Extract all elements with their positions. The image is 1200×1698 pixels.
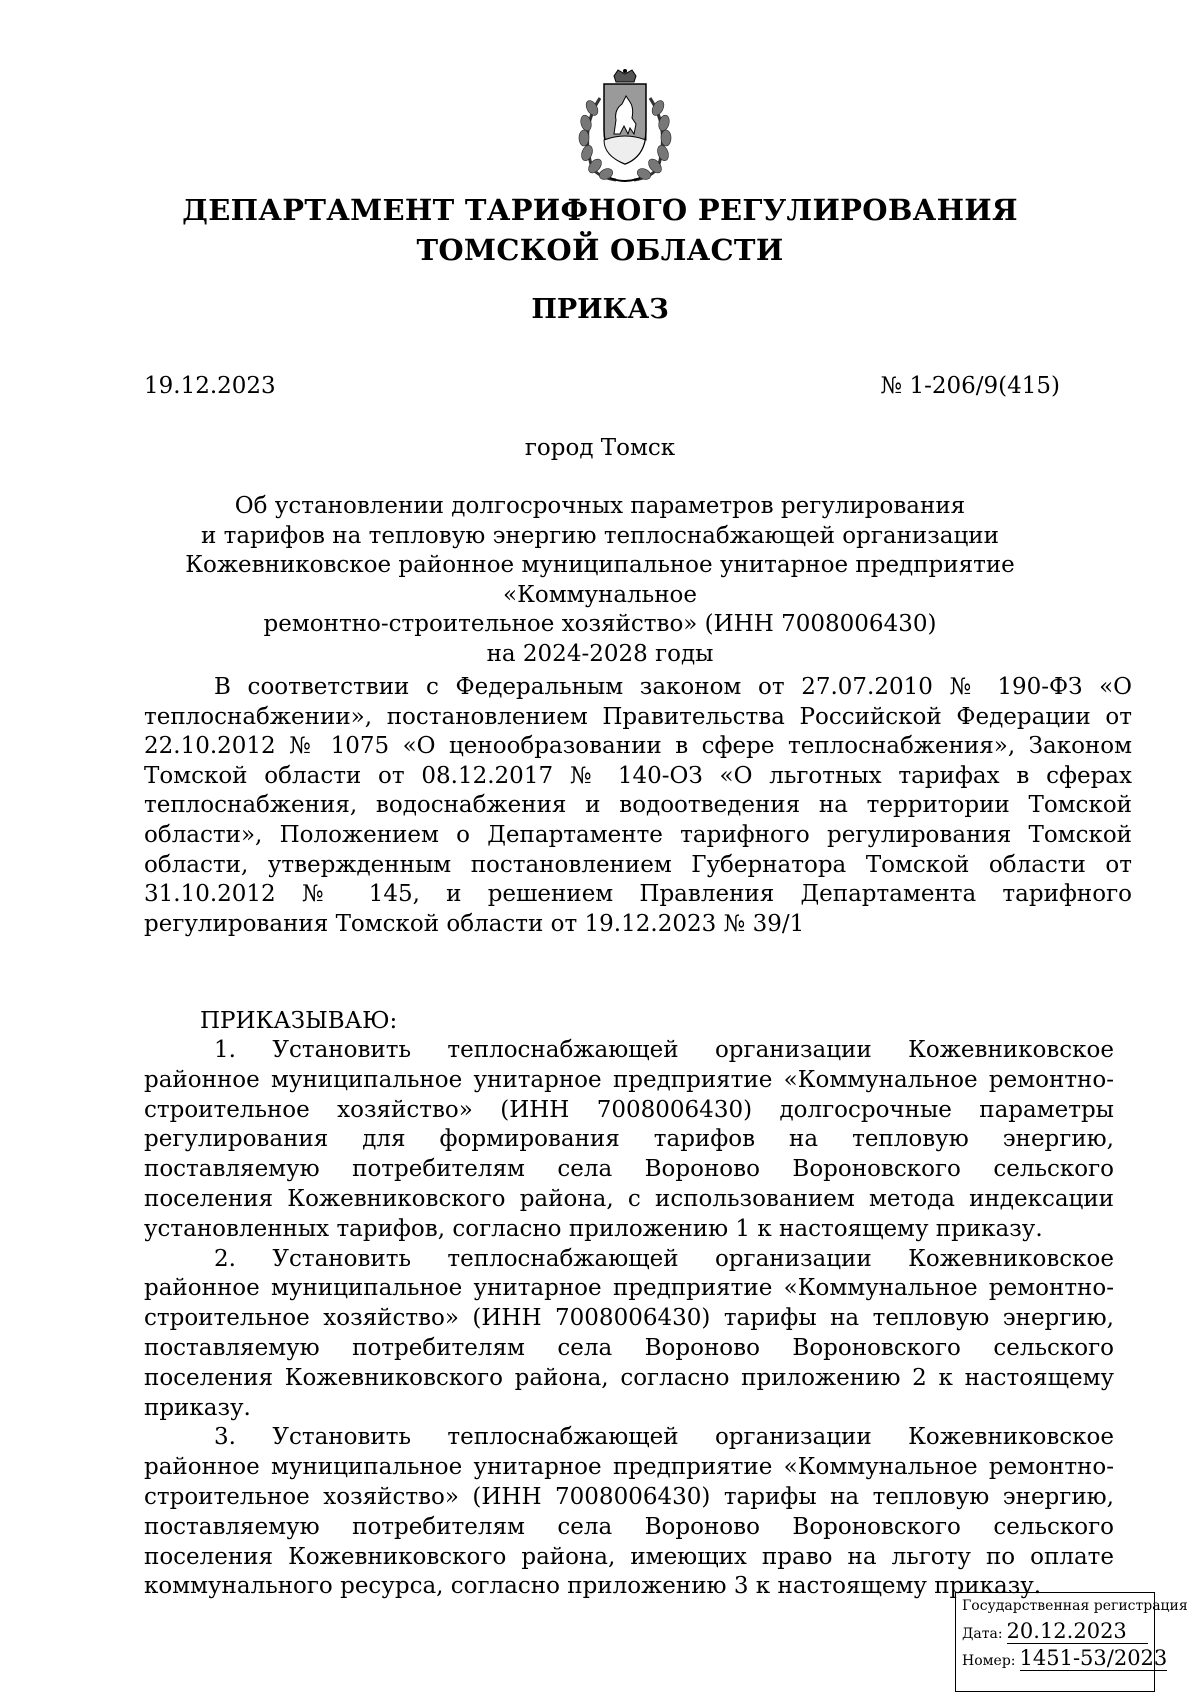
subject-line: Об установлении долгосрочных параметров регулирования	[234, 493, 966, 519]
registration-title: Государственная регистрация	[962, 1598, 1188, 1614]
coat-of-arms-icon	[570, 68, 680, 184]
subject-line: Кожевниковское районное муниципальное унитарное предприятие «Коммунальное	[185, 552, 1015, 608]
preamble-paragraph: В соответствии с Федеральным законом от 27.07.2010 № 190-ФЗ «О теплоснабжении», постановлением Правительства Российской Федерации от 22.10.2012 № 1075 «О ценообразовании в сфере теплоснабжения», Законом Томской области от 08.12.2017 № 140-ОЗ «О льготных тарифах в сферах теплоснабжения, водоснабжения и водоотведения на территории Томской области», Положением о Департаменте тарифного регулирования Томской области, утвержденным постановлением Губернатора Томской области от 31.10.2012 № 145, и решением Правления Департамента тарифного регулирования Томской области от 19.12.2023 № 39/1	[144, 674, 1132, 937]
document-subject	[140, 492, 1060, 669]
order-item: 1. Установить теплоснабжающей организации Кожевниковское районное муниципальное унитарное предприятие «Коммунальное ремонтно-строительное хозяйство» (ИНН 7008006430) долгосрочные параметры регулирования для формирования тарифов на тепловую энергию, поставляемую потребителям села Вороново Вороновского сельского поселения Кожевниковского района, с использованием метода индексации установленных тарифов, согласно приложению 1 к настоящему приказу.	[144, 1037, 1114, 1242]
department-name-line-2: ТОМСКОЙ ОБЛАСТИ	[416, 233, 784, 267]
registration-number-value: 1451-53/2023	[1019, 1646, 1168, 1670]
preamble	[144, 673, 1132, 939]
order-items	[144, 1036, 1114, 1602]
order-heading: ПРИКАЗЫВАЮ:	[200, 1008, 398, 1034]
order-item: 2. Установить теплоснабжающей организации Кожевниковское районное муниципальное унитарное предприятие «Коммунальное ремонтно-строительное хозяйство» (ИНН 7008006430) тарифы на тепловую энергию, поставляемую потребителям села Вороново Вороновского сельского поселения Кожевниковского района, согласно приложению 2 к настоящему приказу.	[144, 1245, 1114, 1421]
subject-line: и тарифов на тепловую энергию теплоснабжающей организации	[201, 522, 999, 549]
registration-date-label: Дата:	[962, 1626, 1003, 1642]
registration-number-row	[962, 1646, 1168, 1671]
department-name	[0, 190, 1200, 270]
department-name-line-1: ДЕПАРТАМЕНТ ТАРИФНОГО РЕГУЛИРОВАНИЯ	[182, 193, 1018, 227]
document-type-title: ПРИКАЗ	[531, 294, 669, 325]
order-item: 3. Установить теплоснабжающей организации Кожевниковское районное муниципальное унитарное предприятие «Коммунальное ремонтно-строительное хозяйство» (ИНН 7008006430) тарифы на тепловую энергию, поставляемую потребителям села Вороново Вороновского сельского поселения Кожевниковского района, имеющих право на льготу по оплате коммунального ресурса, согласно приложению 3 к настоящему приказу.	[144, 1424, 1114, 1600]
registration-stamp	[955, 1592, 1188, 1692]
document-number: № 1-206/9(415)	[880, 373, 1060, 399]
document-city: город Томск	[524, 435, 676, 461]
subject-line: на 2024-2028 годы	[486, 640, 714, 667]
document-date: 19.12.2023	[144, 373, 276, 399]
registration-date-row	[962, 1619, 1148, 1644]
subject-line: ремонтно-строительное хозяйство» (ИНН 7008006430)	[263, 611, 937, 637]
registration-number-label: Номер:	[962, 1653, 1016, 1669]
registration-date-value: 20.12.2023	[1007, 1619, 1148, 1644]
